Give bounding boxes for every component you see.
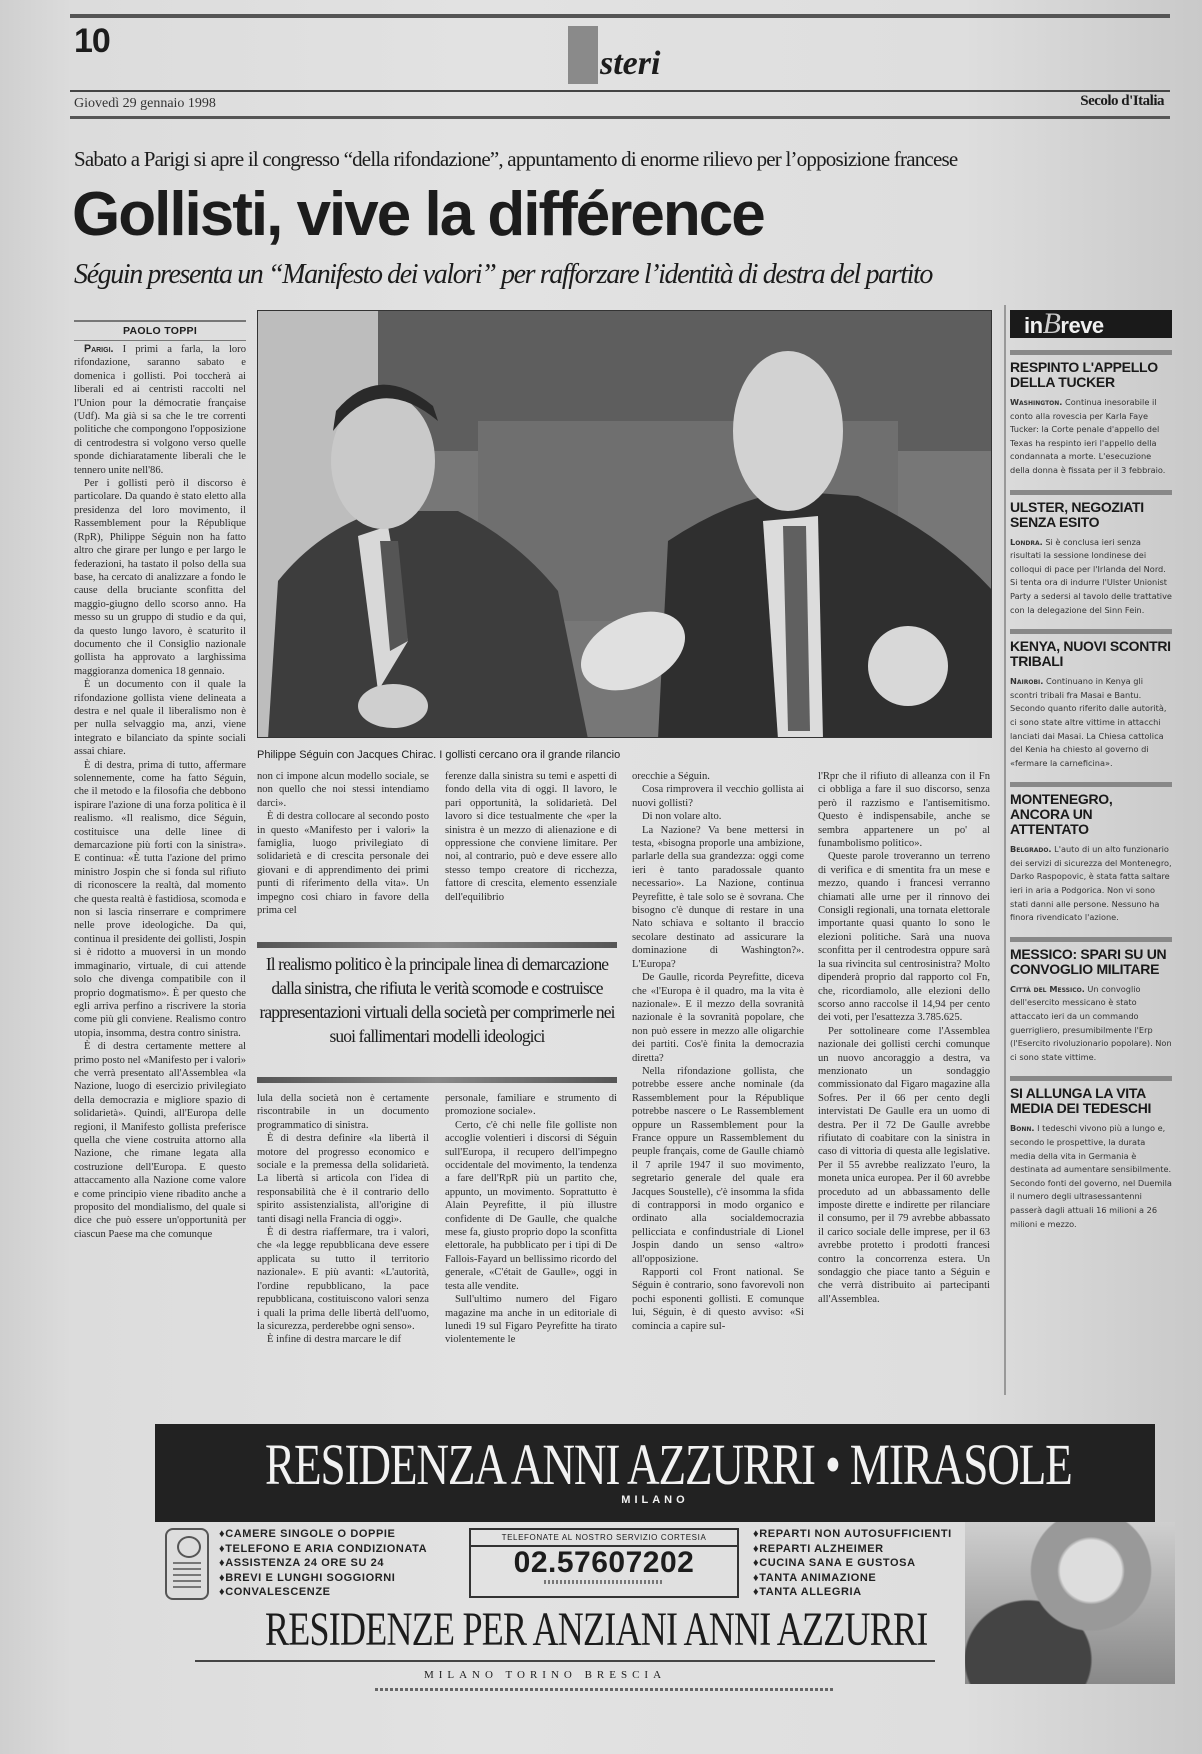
dateline-place: Parigi. bbox=[84, 343, 114, 355]
paragraph: È di destra certamente mettere al primo posto nel «Manifesto per i valori» che verrà presentato all'Assemblea «la Nazione, luogo di esercizio privilegiato della democrazia e migliore spazio di solidarietà». Quindi, all'Europa delle regioni, il Manifesto gollista preferisce quella che viene costruita attorno alla Nazione, che rimane legata alla costruzione dell'Europa. E questo attaccamento alla Nazione come valore e come principio viene ribadito anche a proposito del mondialismo, del quale si dice che può essere un'opportunità per ciascun Paese ma che comunque bbox=[74, 1041, 246, 1240]
section-initial-block bbox=[568, 26, 598, 84]
paragraph: Sull'ultimo numero del Figaro magazine ma anche in un editoriale di lunedì 19 sul Figaro Peyrefitte ha tirato violentemente le bbox=[445, 1294, 617, 1346]
ad-logo-icon bbox=[165, 1528, 209, 1600]
pull-quote-rule-bottom bbox=[257, 1077, 617, 1083]
ad-cities: MILANO TORINO BRESCIA bbox=[423, 1669, 667, 1681]
ad-feature: ♦ TANTA ALLEGRIA bbox=[753, 1585, 952, 1600]
paragraph: lula della società non è certamente riscontrabile in un documento programmatico di sinistra. bbox=[257, 1093, 429, 1131]
header-rule bbox=[70, 90, 1170, 92]
brief-place: Nairobi. bbox=[1010, 676, 1044, 687]
ad-phone-number: 02.57607202 bbox=[513, 1546, 695, 1579]
masthead: Secolo d'Italia bbox=[1080, 93, 1164, 109]
paragraph: La Nazione? Va bene mettersi in testa, «bisogna proporle una ambizione, parlarle della sua grandezza: oggi come ieri è tanto paradossale quanto necessario». La Nazione, continua Peyrefitte, è tale solo se è sovrana. Che bisogno c'è dunque di restare in una Nato schiava e soltanto il braccio secolare destinato ad assicurare la dominazione di Washington?». L'Europa? bbox=[632, 824, 804, 970]
brand-in: in bbox=[1024, 313, 1043, 338]
paragraph: È un documento con il quale la rifondazione gollista viene delineata a destra e nel quale il liberalismo non è per nulla selvaggio ma, anzi, viene integrato e bilanciato da spinte sociali assai chiare. bbox=[74, 679, 246, 758]
brief-headline: ULSTER, NEGOZIATI SENZA ESITO bbox=[1010, 498, 1144, 530]
ad-footer-title: RESIDENZE PER ANZIANI ANNI AZZURRI bbox=[265, 1603, 928, 1656]
article-column-5 bbox=[818, 770, 990, 1387]
ad-phone-label: TELEFONATE AL NOSTRO SERVIZIO CORTESIA bbox=[471, 1530, 737, 1547]
ad-feature: ♦ TANTA ANIMAZIONE bbox=[753, 1571, 952, 1586]
brand-rest: reve bbox=[1060, 313, 1104, 338]
paragraph: orecchie a Séguin. bbox=[632, 771, 710, 782]
brief-headline: RESPINTO L'APPELLO DELLA TUCKER bbox=[1010, 359, 1158, 390]
brief-text: L'auto di un alto funzionario dei servizi di sicurezza del Montenegro, Darko Raspopovic, è stata fatta saltare ieri in aria a Podgorica. Non vi sono stati danni alle persone. Nessuno ha finora rivendicato l'azione. bbox=[1010, 844, 1172, 923]
article-title: Gollisti, vive la différence bbox=[72, 180, 764, 249]
paragraph: personale, familiare e strumento di promozione sociale». bbox=[445, 1093, 617, 1118]
paragraph: È di destra definire «la libertà il motore del progresso economico e sociale e la premessa della solidarietà. La libertà si articola con l'idea di responsabilità che è il contrario dello spirito assistenzialista, all'origine di tanti disagi nella Francia di oggi». bbox=[257, 1133, 429, 1225]
ad-features-right bbox=[753, 1527, 952, 1600]
pull-quote-rule-top bbox=[257, 942, 617, 948]
header-bottom-rule bbox=[70, 116, 1170, 119]
paragraph: Queste parole troveranno un terreno di verifica e di smentita fra un mese e mezzo, quando i francesi verranno chiamati alle urne per il rinnovo dei Consigli regionali, una tornata elettorale importante quasi quanto lo sono le elezioni politiche. Sarà una nuova sconfitta per il centrodestra oppure sarà la sua rivincita sul centrosinistra? Molto dipenderà proprio dal rapporto col Fn, che, ricordiamolo, alle elezioni dello scorso anno raccolse il 14,94 per cento dei voti, per l'esattezza 3.785.625. bbox=[818, 851, 990, 1024]
ad-banner bbox=[155, 1424, 1155, 1522]
in-breve-logo bbox=[1010, 307, 1172, 340]
paragraph: È di destra riaffermare, tra i valori, che «la legge repubblicana deve essere applicata su tutto il territorio nazionale». E più avanti: «L'autorità, l'ordine repubblicano, la pace repubblicana, costituiscono valori senza i quali la prima delle libertà dell'uomo, la sicurezza, perderebbe ogni senso». bbox=[257, 1227, 429, 1332]
photo-caption: Philippe Séguin con Jacques Chirac. I gollisti cercano ora il grande rilancio bbox=[257, 749, 621, 761]
ad-phone-box bbox=[469, 1528, 739, 1598]
dateline: Giovedì 29 gennaio 1998 bbox=[74, 96, 216, 111]
brief-headline: KENYA, NUOVI SCONTRI TRIBALI bbox=[1010, 638, 1171, 670]
brief-text: I tedeschi vivono più a lungo e, secondo le prospettive, la durata media della vita in Germania è destinata ad aumentare sensibilmente. Secondo fonti del governo, nel Duemila il numero degli ultrasessantenni passerà dagli attuali 16 milioni a 26 milioni e mezzo. bbox=[1010, 1123, 1172, 1229]
paragraph: Rapporti col Front national. Se Séguin è contrario, sono favorevoli non pochi esponenti gollisti. E comunque lui, Séguin, è di questo avviso: «Si comincia a capire sul- bbox=[632, 1267, 804, 1332]
article-subtitle: Séguin presenta un “Manifesto dei valori” per rafforzare l’identità di destra del partito bbox=[74, 259, 932, 290]
paragraph: non ci impone alcun modello sociale, se non quello che noi stessi intendiamo darci». bbox=[257, 771, 429, 809]
advertisement bbox=[155, 1424, 1175, 1724]
brief-text: Un convoglio dell'esercito messicano è stato attaccato ieri da un commando guerrigliero, presumibilmente l'Erp (l'Esercito rivoluzionario popolare). Non ci sono state vittime. bbox=[1010, 983, 1172, 1062]
article-column-3b bbox=[445, 1092, 617, 1387]
brief-item bbox=[1010, 937, 1172, 1065]
in-breve-sidebar bbox=[1010, 307, 1172, 1231]
ad-fine-print-line bbox=[375, 1688, 835, 1691]
ad-feature: ♦ REPARTI NON AUTOSUFFICIENTI bbox=[753, 1527, 952, 1542]
ad-feature: ♦ ASSISTENZA 24 ORE SU 24 bbox=[219, 1556, 427, 1571]
paragraph: Cosa rimprovera il vecchio gollista ai nuovi gollisti? bbox=[632, 784, 804, 809]
brief-item bbox=[1010, 1076, 1172, 1231]
ad-feature: ♦ CUCINA SANA E GUSTOSA bbox=[753, 1556, 952, 1571]
ad-banner-title: RESIDENZA ANNI AZZURRI • MIRASOLE bbox=[265, 1432, 1072, 1497]
ad-rule bbox=[195, 1660, 935, 1662]
sidebar-divider bbox=[1004, 305, 1006, 1395]
pull-quote: Il realismo politico è la principale linea di demarcazione dalla sinistra, che rifiuta le verità scomode e costruisce rappresentazioni virtuali della società per comprimerle nei suoi fallimentari modelli ideologici bbox=[259, 954, 615, 1046]
paragraph: È infine di destra marcare le dif bbox=[267, 1334, 402, 1346]
paragraph: ferenze dalla sinistra su temi e aspetti di fondo della vita di oggi. Il lavoro, le pari opportunità, la solidarietà. Del lavoro si dice testualmente che «per la sinistra è un mezzo di alienazione e di oppressione che conviene limitare. Per noi, al contrario, può e deve essere allo stesso tempo creatore di ricchezza, fattore di crescita, elemento essenziale dell'equilibrio bbox=[445, 771, 617, 903]
news-photo bbox=[257, 310, 992, 738]
brief-text: Continua inesorabile il conto alla rovescia per Karla Faye Tucker: la Corte penale d'appello del Texas ha respinto ieri l'appello della condannata a morte. L'esecuzione della donna è fissata per il 3 febbraio. bbox=[1010, 397, 1166, 475]
brief-place: Città del Messico. bbox=[1010, 983, 1085, 994]
brief-text: Continuano in Kenya gli scontri tribali fra Masai e Bantu. Secondo quanto riferito dalle autorità, ci sono state altre vittime in attacchi lanciati dai Masai. La Chiesa cattolica del Kenia ha chiesto al governo di «fermare la carneficina». bbox=[1010, 676, 1167, 768]
paragraph: È di destra, prima di tutto, affermare solennemente, come ha fatto Séguin, che il metodo e la filosofia che debbono ispirare l'azione di una forza politica è il realismo. «Il realismo, dice Séguin, costituisce una delle linee di demarcazione più forti con la sinistra». E continua: «È tutta l'azione del primo ministro Jospin che si fonda sul rifiuto di riconoscere la realtà, dal momento che questa realtà è fastidiosa, scomoda e non si lascia rinserrare e comprimere nelle prove ideologiche. Da qui, continua il presidente dei gollisti, Jospin si è ridotto a muoversi in un mondo immaginario, virtuale, di cui attende solo che divenga compatibile con il proprio dogmatismo». È per questo che egli arriva perfino a riscrivere la storia come più gli conviene. Realismo contro utopia, insomma, destra contro sinistra. bbox=[74, 759, 246, 1039]
brief-headline: SI ALLUNGA LA VITA MEDIA DEI TEDESCHI bbox=[1010, 1085, 1152, 1117]
brief-headline: MESSICO: SPARI SU UN CONVOGLIO MILITARE bbox=[1010, 945, 1167, 977]
paragraph: Di non volare alto. bbox=[642, 811, 722, 823]
brief-place: Londra. bbox=[1010, 536, 1043, 547]
paragraph: l'Rpr che il rifiuto di alleanza con il Fn ci obbliga a fare il suo discorso, senza però il razzismo e l'antisemitismo. Questo è indispensabile, anche se sembra appartenere un po' al funambolismo politico». bbox=[818, 771, 990, 850]
paragraph: Per sottolineare come l'Assemblea nazionale dei gollisti cerchi comunque un nuovo ancoraggio a destra, va menzionato un sondaggio commissionato dal Figaro magazine alla Sofres. Per il 66 per cento degli intervistati De Gaulle era un uomo di destra. Per il 72 De Gaulle avrebbe rifiutato di coabitare con la sinistra in caso di vittoria di questa alle legislative. Per il 55 avrebbe realizzato l'euro, la moneta unica europea. Per il 60 avrebbe proceduto ad un abbassamento delle imposte dirette e indirette per rilanciare il consumo, per il 79 avrebbe abbassato il carico sociale delle imprese, per il 63 avrebbe protetto i prodotti francesi contro la concorrenza estera. Un sondaggio che piace tanto a Séguin e che verrà distribuito ai partecipanti all'Assemblea. bbox=[818, 1025, 990, 1305]
paragraph: Nella rifondazione gollista, che potrebbe essere anche nominale (da Rassemblement pour la République potrebbe nascere o Le Rassemblement oppure un Rassemblement pour la France oppure un Rassemblement du peuple français, come de Gaulle chiamò il 7 aprile 1947 il suo movimento, segretario generale del quale era Jacques Soustelle), c'è insomma la sfida di contrapporsi in modo organico e ordinato alla socialdemocrazia pellicciata e confindustriale di Lionel Jospin dando un senso «altro» all'opposizione. bbox=[632, 1065, 804, 1265]
brief-item bbox=[1010, 350, 1172, 478]
article-column-2b bbox=[257, 1092, 429, 1387]
paragraph: Per i gollisti però il discorso è particolare. Da quando è stato eletto alla presidenza del loro movimento, il Rassemblement pour la République (RpR), Philippe Séguin non ha fatto altro che girare per lungo e per largo le federazioni, ha tastato il polso della sua base, ha cercato di analizzare a fondo le cause della bruciante sconfitta del maggio-giugno dello scorso anno. Ha messo su un gruppo di studio e da qui, da questo lungo lavoro, è scaturito il documento che il Consiglio nazionale gollista ha approvato a larghissima maggioranza domenica 18 gennaio. bbox=[74, 478, 246, 677]
photo-seguin-chirac bbox=[258, 311, 992, 738]
ad-feature: ♦ TELEFONO E ARIA CONDIZIONATA bbox=[219, 1542, 427, 1557]
article-column-4 bbox=[632, 770, 804, 1387]
page-number: 10 bbox=[74, 22, 110, 60]
paragraph: De Gaulle, ricorda Peyrefitte, diceva che «l'Europa è il quadro, ma la vita è nazionale». E il mezzo della sovranità nazionale è la sovranità popolare, che non può essere in mezzo alle oligarchie dei partiti. Cos'è finita la democrazia diretta? bbox=[632, 972, 804, 1064]
brand-b: B bbox=[1042, 307, 1061, 340]
ad-features-left bbox=[219, 1527, 427, 1600]
brief-headline: MONTENEGRO, ANCORA UN ATTENTATO bbox=[1010, 791, 1113, 838]
paragraph: Certo, c'è chi nelle file golliste non accoglie volentieri i discorsi di Séguin sull'Europa, il recupero dell'impegno occidentale del movimento, la tendenza a fare dell'RpR più un partito che, appunto, un movimento. Soprattutto è Alain Peyrefitte, il più illustre confidente di De Gaulle, che qualche mese fa, giusto proprio dopo la sconfitta elettorale, ha pubblicato per i tipi di De Fallois-Fayard un bellissimo ricordo del generale, «C'était de Gaulle», oggi in testa alle vendite. bbox=[445, 1119, 617, 1292]
ad-feature: ♦ CONVALESCENZE bbox=[219, 1585, 427, 1600]
brief-text: Si è conclusa ieri senza risultati la sessione londinese dei colloqui di pace per l'Irlanda del Nord. Si tenta ora di indurre l'Ulster Unionist Party a sedersi al tavolo delle trattative con la delegazione del Sinn Fein. bbox=[1010, 536, 1172, 615]
ad-feature: ♦ BREVI E LUNGHI SOGGIORNI bbox=[219, 1571, 427, 1586]
paragraph: I primi a farla, la loro rifondazione, saranno sabato e domenica i gollisti. Poi toccherà ai liberali ed ai centristi raccolti nel l'Union pour la démocratie française (Udf). Ma già si sa che le tre correnti politiche che compongono l'opposizione di centrodestra si volgono verso quelle sponde dichiaratamente liberali che le tennero unite nell'86. bbox=[74, 344, 246, 476]
article-column-2 bbox=[257, 770, 429, 931]
article-column-1 bbox=[74, 343, 246, 1393]
brief-place: Washington. bbox=[1010, 397, 1063, 407]
paragraph: È di destra collocare al secondo posto in questo «Manifesto per i valori» la famiglia, luogo privilegiato di solidarietà e di crescita personale dei giovani e di apprendimento dei primi punti di riferimento della vita». Un impegno così chiaro in favore della prima cel bbox=[257, 811, 429, 917]
ad-feature: ♦ REPARTI ALZHEIMER bbox=[753, 1542, 952, 1557]
brief-item bbox=[1010, 490, 1172, 618]
ad-feature: ♦ CAMERE SINGOLE O DOPPIE bbox=[219, 1527, 427, 1542]
brief-item bbox=[1010, 629, 1172, 770]
brief-place: Belgrado. bbox=[1010, 844, 1052, 855]
ad-photo bbox=[965, 1522, 1175, 1684]
section-name: steri bbox=[600, 45, 661, 82]
brief-place: Bonn. bbox=[1010, 1123, 1035, 1134]
section-title bbox=[568, 22, 660, 84]
brief-item bbox=[1010, 782, 1172, 925]
article-column-3 bbox=[445, 770, 617, 931]
top-rule bbox=[70, 14, 1170, 18]
ad-fine-print bbox=[544, 1580, 664, 1584]
article-kicker: Sabato a Parigi si apre il congresso “della rifondazione”, appuntamento di enorme rilievo per l’opposizione francese bbox=[74, 147, 958, 171]
byline: PAOLO TOPPI bbox=[74, 320, 246, 341]
ad-banner-city: MILANO bbox=[621, 1494, 689, 1506]
